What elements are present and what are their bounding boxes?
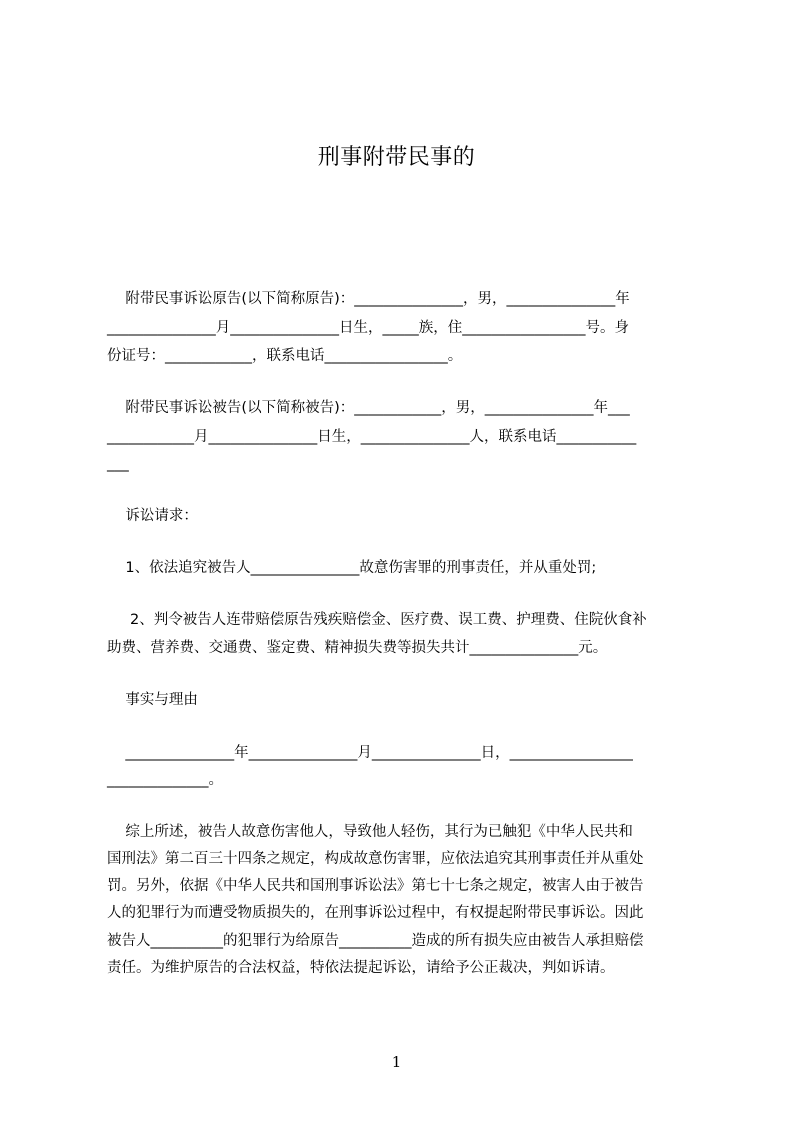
summary-line-6: 责任。为维护原告的合法权益，特依法提起诉讼，请给予公正裁决，判如诉请。 [107, 960, 615, 976]
facts-line-2: ______________。 [107, 772, 223, 788]
claim-1: 1、依法追究被告人_______________故意伤害罪的刑事责任，并从重处罚; [107, 560, 597, 576]
defendant-line-2: ____________月_______________日生，_______________人，联系电话___________ [107, 429, 637, 445]
facts-line-1: _______________年_______________月_______________日，_________________ [107, 745, 633, 761]
facts-heading: 事实与理由 [107, 692, 198, 708]
defendant-line-3: ___ [107, 456, 129, 472]
claim-2-line-1: 2、判令被告人连带赔偿原告残疾赔偿金、医疗费、误工费、护理费、住院伙食补 [107, 612, 647, 628]
claim-2-line-2: 助费、营养费、交通费、鉴定费、精神损失费等损失共计_______________元。 [107, 640, 608, 656]
plaintiff-line-3: 份证号：____________，联系电话_________________。 [107, 348, 463, 364]
plaintiff-line-1: 附带民事诉讼原告(以下简称原告)：_______________，男，_______________年 [107, 291, 630, 307]
document-title: 刑事附带民事的 [317, 145, 476, 170]
defendant-line-1: 附带民事诉讼被告(以下简称被告)：____________，男，_______________年___ [107, 400, 630, 416]
claims-heading: 诉讼请求： [107, 508, 198, 524]
summary-line-1: 综上所述，被告人故意伤害他人，导致他人轻伤，其行为已触犯《中华人民共和 [107, 824, 633, 840]
summary-line-4: 人的犯罪行为而遭受物质损失的，在刑事诉讼过程中，有权提起附带民事诉讼。因此 [107, 905, 644, 921]
page-number: 1 [391, 1053, 402, 1071]
summary-line-3: 罚。另外，依据《中华人民共和国刑事诉讼法》第七十七条之规定，被害人由于被告 [107, 878, 644, 894]
summary-line-2: 国刑法》第二百三十四条之规定，构成故意伤害罪，应依法追究其刑事责任并从重处 [107, 851, 644, 867]
plaintiff-line-2: _______________月_______________日生，_____族，住_________________号。身 [107, 320, 629, 336]
summary-line-5: 被告人__________的犯罪行为给原告__________造成的所有损失应由被告人承担赔偿 [107, 933, 644, 949]
